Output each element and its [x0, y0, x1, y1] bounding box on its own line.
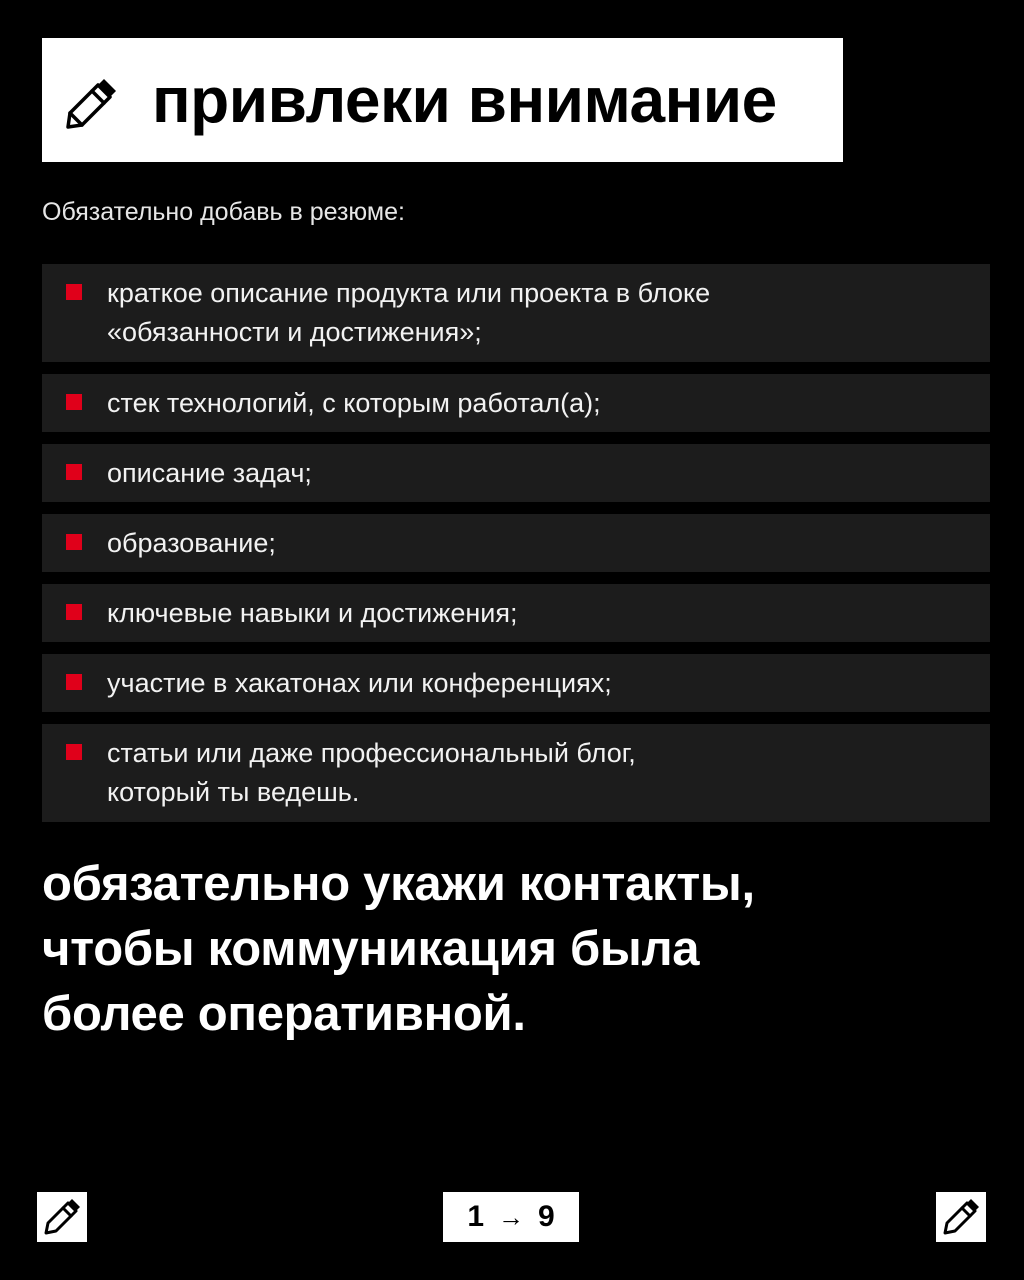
page-current: 1: [467, 1200, 484, 1233]
list-item: [42, 584, 990, 642]
pencil-icon: [936, 1192, 986, 1242]
bullet-square: [66, 464, 82, 480]
list-item-text: ключевые навыки и достижения;: [107, 598, 518, 628]
call-to-action-text: обязательно укажи контакты, чтобы коммуникация была более оперативной.: [42, 857, 755, 1041]
list-item: [42, 374, 990, 432]
list-item: [42, 444, 990, 502]
pencil-icon: [60, 75, 120, 131]
list-item: [42, 724, 990, 822]
list-item-text: участие в хакатонах или конференциях;: [107, 668, 612, 698]
list-item: [42, 654, 990, 712]
arrow-right-icon: →: [498, 1201, 524, 1232]
bullet-square: [66, 744, 82, 760]
bullet-square: [66, 534, 82, 550]
list-item-text: краткое описание продукта или проекта в блоке «обязанности и достижения»;: [107, 278, 711, 347]
bullet-square: [66, 284, 82, 300]
intro-text: Обязательно добавь в резюме:: [42, 198, 405, 226]
list-item-text: стек технологий, с которым работал(а);: [107, 388, 601, 418]
list-item-text: описание задач;: [107, 458, 312, 488]
list-item: [42, 514, 990, 572]
bullet-square: [66, 604, 82, 620]
bullet-square: [66, 394, 82, 410]
bullet-square: [66, 674, 82, 690]
page-indicator: [443, 1192, 579, 1242]
list-item-text: статьи или даже профессиональный блог, который ты ведешь.: [107, 738, 636, 807]
list-item: [42, 264, 990, 362]
list-item-text: образование;: [107, 528, 276, 558]
page-total: 9: [538, 1200, 555, 1233]
pencil-icon: [37, 1192, 87, 1242]
page-title: привлеки внимание: [152, 64, 777, 136]
